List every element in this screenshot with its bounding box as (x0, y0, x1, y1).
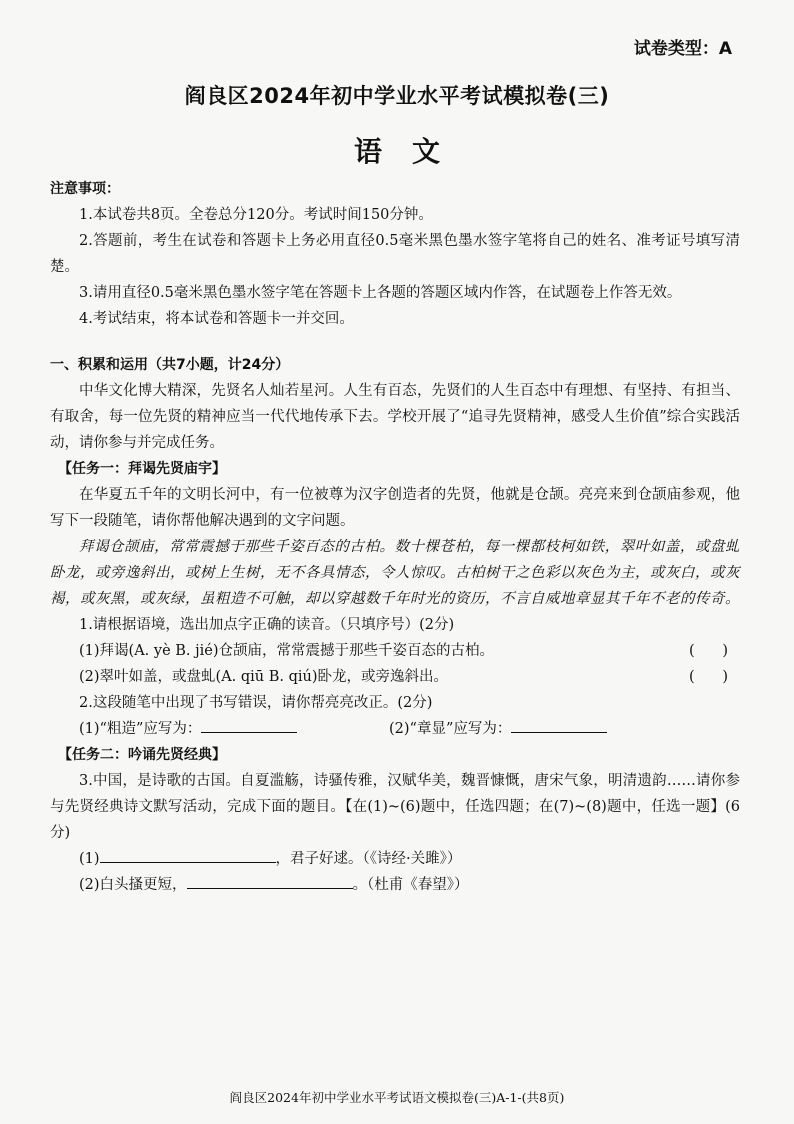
answer-blank[interactable] (511, 716, 607, 733)
exam-title: 阎良区2024年初中学业水平考试模拟卷(三) (184, 84, 610, 108)
question-3-line-2: (2)白头搔更短， 。（杜甫《春望》） (50, 872, 740, 898)
notice-item: 1.本试卷共8页。全卷总分120分。考试时间150分钟。 (79, 207, 433, 223)
section-heading: 一、积累和运用（共7小题，计24分） (50, 357, 290, 373)
notice-heading: 注意事项： (50, 181, 120, 197)
notice-item: 2.答题前，考生在试卷和答题卡上务必用直径0.5毫米黑色墨水签字笔将自己的姓名、准考证号填写清楚。 (50, 233, 740, 275)
question-1-stem: 1.请根据语境，选出加点字正确的读音。（只填序号）(2分) (79, 617, 455, 633)
question-1-item-1: (1)拜谒(A. yè B. jié)仓颉庙，常常震撼于那些千姿百态的古柏。 ( ) (50, 638, 740, 664)
exam-content (50, 176, 740, 898)
task2-heading: 【任务二：吟诵先贤经典】 (58, 747, 226, 763)
notice-item: 3.请用直径0.5毫米黑色墨水签字笔在答题卡上各题的答题区域内作答，在试题卷上作答无效。 (79, 285, 682, 301)
question-3-stem: 3.中国，是诗歌的古国。自夏滥觞，诗骚传雅，汉赋华美，魏晋慷慨，唐宋气象，明清遗韵……请你参与先贤经典诗文默写活动，完成下面的题目。【在(1)~(6)题中，任选四题；在(7)~(8)题中，任选一题】(6分) (50, 773, 740, 841)
question-2-items (50, 716, 740, 742)
answer-blank[interactable] (100, 846, 276, 863)
essay-passage: 拜谒仓颉庙，常常震撼于那些千姿百态的古柏。数十棵苍柏，每一棵都枝柯如铁，翠叶如盖，或盘虬卧龙，或旁逸斜出，或树上生树，无不各具情态，令人惊叹。古柏树干之色彩以灰色为主，或灰白，或灰褐，或灰黑，或灰绿，虽粗造不可触，却以穿越数千年时光的资历，不言自威地章显其千年不老的传奇。 (50, 539, 740, 607)
task1-intro: 在华夏五千年的文明长河中，有一位被尊为汉字创造者的先贤，他就是仓颉。亮亮来到仓颉庙参观，他写下一段随笔，请你帮他解决遇到的文字问题。 (50, 487, 740, 529)
task1-heading: 【任务一：拜谒先贤庙宇】 (58, 461, 226, 477)
notice-section (50, 176, 740, 332)
question-2-stem: 2.这段随笔中出现了书写错误，请你帮亮亮改正。(2分) (79, 695, 433, 711)
answer-bracket[interactable]: ( ) (689, 669, 728, 685)
notice-item: 4.考试结束，将本试卷和答题卡一并交回。 (79, 311, 354, 327)
subject-title: 语文 (353, 135, 470, 168)
section-intro: 中华文化博大精深，先贤名人灿若星河。人生有百态，先贤们的人生百态中有理想、有坚持、有担当、有取舍，每一位先贤的精神应当一代代地传承下去。学校开展了“追寻先贤精神，感受人生价值”综合实践活动，请你参与并完成任务。 (50, 383, 740, 451)
question-2-item-1: (1)“粗造”应写为： (79, 716, 389, 742)
question-3-line-1: (1) ，君子好逑。（《诗经·关雎》） (50, 846, 740, 872)
question-2-item-2: (2)“章显”应写为： (389, 716, 607, 742)
question-1-item-2: (2)翠叶如盖，或盘虬(A. qiū B. qiú)卧龙，或旁逸斜出。 ( ) (50, 664, 740, 690)
answer-blank[interactable] (187, 872, 353, 889)
paper-type-label: 试卷类型：A (633, 39, 732, 59)
answer-bracket[interactable]: ( ) (689, 643, 728, 659)
page-footer: 阎良区2024年初中学业水平考试语文模拟卷(三)A-1-(共8页) (229, 1090, 565, 1105)
answer-blank[interactable] (201, 716, 297, 733)
